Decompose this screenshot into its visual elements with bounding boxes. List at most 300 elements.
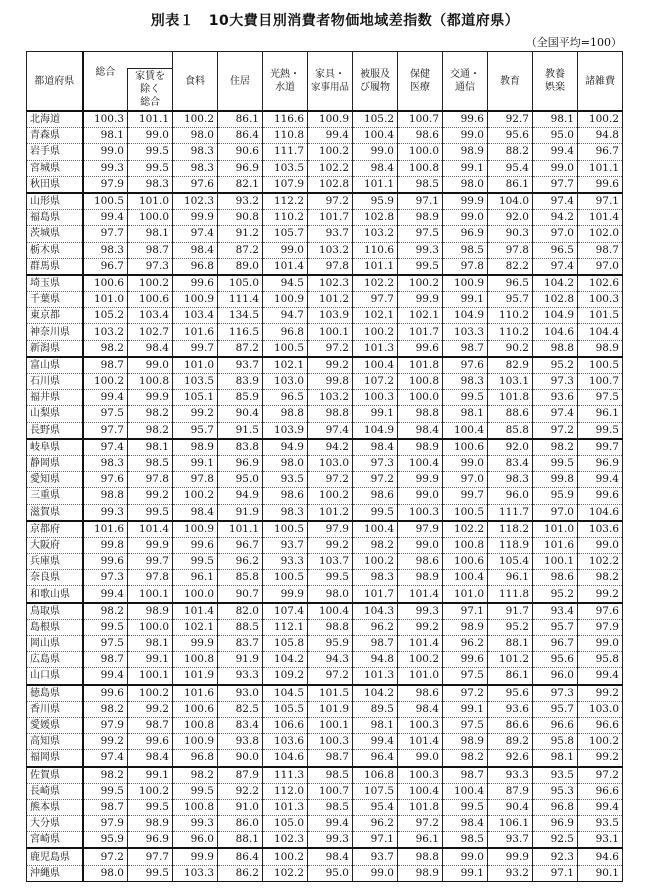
index-value: 98.5 bbox=[308, 799, 353, 815]
index-value: 98.0 bbox=[308, 586, 353, 603]
index-value: 96.7 bbox=[533, 636, 578, 652]
index-value: 101.7 bbox=[308, 210, 353, 226]
table-row bbox=[27, 685, 623, 702]
index-value: 99.5 bbox=[128, 799, 173, 815]
prefecture-name: 新潟県 bbox=[27, 340, 83, 357]
index-value: 96.5 bbox=[533, 242, 578, 258]
index-value: 107.2 bbox=[353, 374, 398, 390]
prefecture-name: 岡山県 bbox=[27, 636, 83, 652]
index-value: 100.8 bbox=[128, 374, 173, 390]
index-value: 97.5 bbox=[83, 406, 128, 422]
index-value: 102.1 bbox=[173, 619, 218, 635]
index-value: 100.2 bbox=[173, 111, 218, 128]
index-value: 98.2 bbox=[83, 340, 128, 357]
index-value: 98.2 bbox=[128, 422, 173, 439]
index-value: 96.8 bbox=[263, 324, 308, 340]
index-value: 98.9 bbox=[128, 603, 173, 620]
index-value: 100.8 bbox=[398, 160, 443, 176]
index-value: 97.7 bbox=[128, 848, 173, 865]
index-value: 101.3 bbox=[353, 340, 398, 357]
prefecture-name: 茨城県 bbox=[27, 226, 83, 242]
index-value: 99.1 bbox=[128, 652, 173, 668]
index-value: 94.7 bbox=[263, 308, 308, 324]
index-value: 99.5 bbox=[128, 865, 173, 881]
index-value: 99.2 bbox=[128, 701, 173, 717]
index-value: 97.4 bbox=[83, 439, 128, 456]
index-value: 91.9 bbox=[218, 504, 263, 521]
prefecture-name: 鹿児島県 bbox=[27, 848, 83, 865]
index-value: 102.3 bbox=[173, 193, 218, 210]
index-value: 102.1 bbox=[398, 308, 443, 324]
index-value: 97.4 bbox=[533, 406, 578, 422]
prefecture-name: 富山県 bbox=[27, 357, 83, 374]
index-value: 97.1 bbox=[533, 865, 578, 881]
index-value: 98.3 bbox=[128, 176, 173, 193]
index-value: 98.9 bbox=[398, 439, 443, 456]
index-value: 97.9 bbox=[83, 176, 128, 193]
index-value: 98.9 bbox=[443, 734, 488, 750]
index-value: 100.2 bbox=[128, 783, 173, 799]
index-value: 93.4 bbox=[533, 603, 578, 620]
prefecture-name: 鳥取県 bbox=[27, 603, 83, 620]
index-value: 100.9 bbox=[443, 275, 488, 292]
index-value: 91.2 bbox=[218, 226, 263, 242]
table-row bbox=[27, 652, 623, 668]
index-value: 91.7 bbox=[488, 603, 533, 620]
index-value: 100.6 bbox=[443, 554, 488, 570]
index-value: 101.6 bbox=[533, 537, 578, 553]
index-value: 92.0 bbox=[488, 210, 533, 226]
index-value: 97.3 bbox=[83, 570, 128, 586]
index-value: 97.6 bbox=[83, 472, 128, 488]
index-value: 98.9 bbox=[398, 570, 443, 586]
index-value: 99.6 bbox=[398, 340, 443, 357]
index-value: 99.9 bbox=[398, 472, 443, 488]
index-value: 94.5 bbox=[263, 275, 308, 292]
index-value: 101.5 bbox=[308, 685, 353, 702]
table-row bbox=[27, 176, 623, 193]
index-value: 94.9 bbox=[218, 488, 263, 504]
table-row bbox=[27, 504, 623, 521]
index-value: 90.2 bbox=[488, 340, 533, 357]
index-value: 90.4 bbox=[488, 799, 533, 815]
index-value: 102.8 bbox=[308, 176, 353, 193]
index-value: 101.0 bbox=[398, 668, 443, 685]
index-value: 101.4 bbox=[398, 636, 443, 652]
index-value: 96.1 bbox=[488, 570, 533, 586]
table-row bbox=[27, 128, 623, 144]
prefecture-name: 山梨県 bbox=[27, 406, 83, 422]
index-value: 98.7 bbox=[128, 717, 173, 733]
index-value: 95.9 bbox=[533, 488, 578, 504]
index-value: 105.2 bbox=[83, 308, 128, 324]
index-value: 100.1 bbox=[533, 554, 578, 570]
index-value: 100.6 bbox=[83, 275, 128, 292]
index-value: 98.9 bbox=[398, 210, 443, 226]
index-value: 101.0 bbox=[128, 193, 173, 210]
index-value: 96.7 bbox=[83, 258, 128, 275]
index-value: 100.4 bbox=[443, 783, 488, 799]
index-value: 97.2 bbox=[308, 340, 353, 357]
table-row bbox=[27, 374, 623, 390]
index-value: 109.2 bbox=[263, 668, 308, 685]
index-value: 98.3 bbox=[353, 570, 398, 586]
prefecture-name: 京都府 bbox=[27, 521, 83, 538]
index-value: 95.8 bbox=[533, 734, 578, 750]
index-value: 99.3 bbox=[83, 504, 128, 521]
index-value: 98.8 bbox=[308, 619, 353, 635]
index-value: 111.7 bbox=[488, 504, 533, 521]
index-value: 97.6 bbox=[578, 603, 623, 620]
table-row bbox=[27, 848, 623, 865]
index-value: 100.8 bbox=[443, 537, 488, 553]
index-value: 99.0 bbox=[398, 488, 443, 504]
index-value: 104.3 bbox=[353, 603, 398, 620]
index-value: 95.9 bbox=[83, 832, 128, 849]
index-value: 99.2 bbox=[173, 406, 218, 422]
prefecture-name: 滋賀県 bbox=[27, 504, 83, 521]
header-overall-excl-rent: 家賃を 除く 総合 bbox=[127, 68, 172, 110]
index-value: 97.2 bbox=[308, 193, 353, 210]
index-value: 98.1 bbox=[533, 111, 578, 128]
index-value: 97.6 bbox=[173, 176, 218, 193]
index-value: 99.6 bbox=[173, 275, 218, 292]
index-value: 118.2 bbox=[488, 521, 533, 538]
index-value: 112.0 bbox=[263, 783, 308, 799]
index-value: 98.9 bbox=[578, 340, 623, 357]
header-medical: 保健 医療 bbox=[398, 52, 443, 112]
index-value: 101.9 bbox=[308, 701, 353, 717]
index-value: 103.1 bbox=[488, 374, 533, 390]
index-value: 97.8 bbox=[128, 472, 173, 488]
index-value: 99.5 bbox=[173, 783, 218, 799]
index-value: 83.4 bbox=[218, 717, 263, 733]
prefecture-name: 静岡県 bbox=[27, 455, 83, 471]
index-value: 99.0 bbox=[578, 636, 623, 652]
index-value: 87.2 bbox=[218, 340, 263, 357]
index-value: 98.5 bbox=[308, 767, 353, 784]
index-value: 99.4 bbox=[308, 128, 353, 144]
index-value: 98.7 bbox=[308, 750, 353, 767]
index-value: 96.5 bbox=[263, 390, 308, 406]
header-furniture: 家具・ 家事用品 bbox=[308, 52, 353, 112]
index-value: 98.5 bbox=[443, 832, 488, 849]
index-value: 83.8 bbox=[218, 439, 263, 456]
index-value: 93.7 bbox=[263, 537, 308, 553]
index-value: 101.2 bbox=[308, 292, 353, 308]
index-value: 99.5 bbox=[443, 799, 488, 815]
index-value: 103.0 bbox=[263, 374, 308, 390]
index-value: 104.6 bbox=[263, 750, 308, 767]
table-row bbox=[27, 816, 623, 832]
prefecture-name: 宮崎県 bbox=[27, 832, 83, 849]
index-value: 90.0 bbox=[218, 750, 263, 767]
index-value: 101.0 bbox=[173, 357, 218, 374]
index-value: 88.1 bbox=[218, 832, 263, 849]
table-row bbox=[27, 537, 623, 553]
index-value: 99.6 bbox=[578, 488, 623, 504]
index-value: 96.1 bbox=[398, 832, 443, 849]
index-value: 88.5 bbox=[218, 619, 263, 635]
index-value: 118.9 bbox=[488, 537, 533, 553]
index-value: 97.9 bbox=[398, 521, 443, 538]
index-value: 96.9 bbox=[218, 160, 263, 176]
index-value: 100.2 bbox=[398, 652, 443, 668]
prefecture-name: 愛媛県 bbox=[27, 717, 83, 733]
prefecture-name: 山形県 bbox=[27, 193, 83, 210]
index-value: 110.6 bbox=[353, 242, 398, 258]
index-value: 99.1 bbox=[443, 865, 488, 881]
index-value: 100.4 bbox=[353, 357, 398, 374]
table-row bbox=[27, 488, 623, 504]
index-value: 96.9 bbox=[218, 455, 263, 471]
index-value: 99.3 bbox=[83, 160, 128, 176]
index-value: 102.1 bbox=[353, 308, 398, 324]
index-value: 96.9 bbox=[443, 226, 488, 242]
table-row bbox=[27, 717, 623, 733]
table-row bbox=[27, 570, 623, 586]
index-value: 96.1 bbox=[578, 406, 623, 422]
header-overall-group bbox=[83, 52, 173, 112]
index-value: 99.0 bbox=[128, 357, 173, 374]
prefecture-name: 埼玉県 bbox=[27, 275, 83, 292]
index-value: 101.4 bbox=[578, 210, 623, 226]
index-value: 99.9 bbox=[488, 848, 533, 865]
index-value: 98.4 bbox=[128, 340, 173, 357]
index-value: 89.5 bbox=[353, 701, 398, 717]
index-value: 100.4 bbox=[398, 783, 443, 799]
index-value: 97.8 bbox=[443, 258, 488, 275]
index-value: 95.3 bbox=[533, 783, 578, 799]
index-value: 97.5 bbox=[83, 636, 128, 652]
index-value: 101.8 bbox=[398, 799, 443, 815]
index-value: 103.2 bbox=[83, 324, 128, 340]
index-value: 92.7 bbox=[488, 111, 533, 128]
index-value: 134.5 bbox=[218, 308, 263, 324]
index-value: 90.6 bbox=[218, 144, 263, 160]
prefecture-name: 奈良県 bbox=[27, 570, 83, 586]
index-value: 99.5 bbox=[308, 570, 353, 586]
index-value: 100.9 bbox=[173, 734, 218, 750]
table-row bbox=[27, 308, 623, 324]
prefecture-name: 岩手県 bbox=[27, 144, 83, 160]
index-value: 94.6 bbox=[578, 848, 623, 865]
index-value: 99.4 bbox=[578, 472, 623, 488]
index-value: 97.5 bbox=[578, 390, 623, 406]
index-value: 99.2 bbox=[128, 488, 173, 504]
header-clothing: 被服及 び履物 bbox=[353, 52, 398, 112]
index-value: 100.3 bbox=[308, 734, 353, 750]
index-value: 95.4 bbox=[488, 160, 533, 176]
table-row bbox=[27, 210, 623, 226]
index-value: 99.1 bbox=[173, 455, 218, 471]
index-value: 82.2 bbox=[488, 258, 533, 275]
index-value: 99.0 bbox=[443, 210, 488, 226]
index-value: 99.3 bbox=[308, 832, 353, 849]
index-value: 83.9 bbox=[218, 374, 263, 390]
index-value: 99.4 bbox=[83, 390, 128, 406]
index-value: 102.2 bbox=[443, 521, 488, 538]
index-value: 98.4 bbox=[443, 816, 488, 832]
index-value: 101.1 bbox=[353, 176, 398, 193]
index-value: 110.2 bbox=[263, 210, 308, 226]
index-value: 99.9 bbox=[398, 292, 443, 308]
header-education: 教育 bbox=[488, 52, 533, 112]
index-value: 93.7 bbox=[308, 226, 353, 242]
index-value: 98.1 bbox=[128, 226, 173, 242]
index-value: 98.2 bbox=[533, 439, 578, 456]
index-value: 101.0 bbox=[533, 521, 578, 538]
index-value: 103.9 bbox=[263, 422, 308, 439]
index-value: 100.9 bbox=[173, 521, 218, 538]
table-row bbox=[27, 832, 623, 849]
index-value: 98.3 bbox=[443, 374, 488, 390]
prefecture-name: 秋田県 bbox=[27, 176, 83, 193]
index-value: 97.2 bbox=[398, 816, 443, 832]
index-value: 100.3 bbox=[398, 717, 443, 733]
index-value: 94.2 bbox=[308, 439, 353, 456]
index-value: 101.4 bbox=[173, 603, 218, 620]
index-value: 93.3 bbox=[263, 554, 308, 570]
index-value: 104.6 bbox=[578, 504, 623, 521]
index-value: 98.4 bbox=[173, 504, 218, 521]
index-value: 99.2 bbox=[308, 537, 353, 553]
index-value: 101.0 bbox=[83, 292, 128, 308]
index-value: 99.7 bbox=[128, 554, 173, 570]
index-value: 95.4 bbox=[353, 799, 398, 815]
index-value: 99.7 bbox=[578, 439, 623, 456]
index-value: 98.3 bbox=[83, 455, 128, 471]
index-value: 98.2 bbox=[83, 701, 128, 717]
table-row bbox=[27, 586, 623, 603]
index-value: 85.8 bbox=[488, 422, 533, 439]
index-value: 103.7 bbox=[308, 554, 353, 570]
table-row bbox=[27, 160, 623, 176]
index-value: 98.8 bbox=[398, 848, 443, 865]
index-value: 98.4 bbox=[398, 701, 443, 717]
prefecture-name: 岐阜県 bbox=[27, 439, 83, 456]
index-value: 101.4 bbox=[263, 258, 308, 275]
index-value: 96.6 bbox=[533, 717, 578, 733]
index-value: 100.9 bbox=[308, 111, 353, 128]
index-value: 103.5 bbox=[263, 160, 308, 176]
index-value: 97.4 bbox=[533, 258, 578, 275]
index-value: 98.6 bbox=[533, 570, 578, 586]
table-row bbox=[27, 258, 623, 275]
index-value: 99.4 bbox=[533, 144, 578, 160]
index-value: 97.5 bbox=[443, 717, 488, 733]
index-value: 98.2 bbox=[83, 603, 128, 620]
index-value: 97.7 bbox=[83, 422, 128, 439]
index-value: 95.0 bbox=[533, 128, 578, 144]
index-value: 95.6 bbox=[488, 685, 533, 702]
index-value: 107.5 bbox=[353, 783, 398, 799]
index-value: 96.7 bbox=[578, 144, 623, 160]
index-value: 98.2 bbox=[128, 406, 173, 422]
index-value: 102.8 bbox=[533, 292, 578, 308]
index-value: 100.4 bbox=[353, 128, 398, 144]
index-value: 96.0 bbox=[173, 832, 218, 849]
index-value: 98.6 bbox=[398, 554, 443, 570]
index-value: 102.1 bbox=[263, 357, 308, 374]
index-value: 97.2 bbox=[308, 668, 353, 685]
index-value: 98.6 bbox=[398, 685, 443, 702]
index-value: 99.6 bbox=[578, 176, 623, 193]
index-value: 99.4 bbox=[83, 586, 128, 603]
index-value: 103.9 bbox=[308, 308, 353, 324]
index-value: 100.3 bbox=[353, 390, 398, 406]
index-value: 110.2 bbox=[488, 324, 533, 340]
index-value: 95.6 bbox=[488, 128, 533, 144]
index-value: 98.2 bbox=[578, 570, 623, 586]
prefecture-name: 徳島県 bbox=[27, 685, 83, 702]
index-value: 96.8 bbox=[173, 750, 218, 767]
index-value: 99.2 bbox=[578, 586, 623, 603]
index-value: 87.9 bbox=[488, 783, 533, 799]
index-value: 82.9 bbox=[488, 357, 533, 374]
index-value: 100.2 bbox=[128, 275, 173, 292]
prefecture-name: 和歌山県 bbox=[27, 586, 83, 603]
prefecture-name: 北海道 bbox=[27, 111, 83, 128]
prefecture-name: 高知県 bbox=[27, 734, 83, 750]
index-value: 111.4 bbox=[218, 292, 263, 308]
index-value: 101.7 bbox=[353, 586, 398, 603]
table-row bbox=[27, 455, 623, 471]
index-value: 99.2 bbox=[308, 357, 353, 374]
index-value: 98.3 bbox=[173, 160, 218, 176]
index-value: 98.6 bbox=[353, 488, 398, 504]
index-value: 90.3 bbox=[488, 226, 533, 242]
index-value: 103.4 bbox=[173, 308, 218, 324]
index-value: 105.0 bbox=[218, 275, 263, 292]
index-value: 95.6 bbox=[533, 652, 578, 668]
index-value: 95.9 bbox=[353, 193, 398, 210]
index-value: 99.9 bbox=[173, 848, 218, 865]
table-row bbox=[27, 242, 623, 258]
index-value: 96.2 bbox=[353, 619, 398, 635]
index-value: 102.2 bbox=[353, 275, 398, 292]
index-value: 98.0 bbox=[443, 176, 488, 193]
index-value: 93.3 bbox=[218, 668, 263, 685]
index-value: 99.4 bbox=[308, 816, 353, 832]
table-row bbox=[27, 472, 623, 488]
index-value: 100.7 bbox=[398, 111, 443, 128]
index-value: 99.2 bbox=[83, 734, 128, 750]
index-value: 86.1 bbox=[218, 111, 263, 128]
index-value: 93.6 bbox=[488, 701, 533, 717]
index-value: 99.6 bbox=[173, 537, 218, 553]
index-value: 99.6 bbox=[83, 685, 128, 702]
index-value: 97.0 bbox=[443, 472, 488, 488]
index-value: 93.3 bbox=[488, 767, 533, 784]
index-value: 97.2 bbox=[308, 472, 353, 488]
index-value: 99.6 bbox=[83, 554, 128, 570]
index-value: 99.9 bbox=[128, 390, 173, 406]
index-value: 96.0 bbox=[533, 668, 578, 685]
index-value: 104.9 bbox=[353, 422, 398, 439]
index-value: 100.8 bbox=[173, 799, 218, 815]
index-value: 99.5 bbox=[83, 783, 128, 799]
index-value: 95.9 bbox=[308, 636, 353, 652]
index-value: 99.2 bbox=[578, 685, 623, 702]
index-value: 100.2 bbox=[353, 554, 398, 570]
index-value: 100.9 bbox=[173, 292, 218, 308]
index-value: 99.0 bbox=[83, 144, 128, 160]
index-value: 96.9 bbox=[578, 455, 623, 471]
index-value: 98.9 bbox=[443, 619, 488, 635]
index-value: 100.0 bbox=[398, 144, 443, 160]
index-value: 99.6 bbox=[443, 652, 488, 668]
